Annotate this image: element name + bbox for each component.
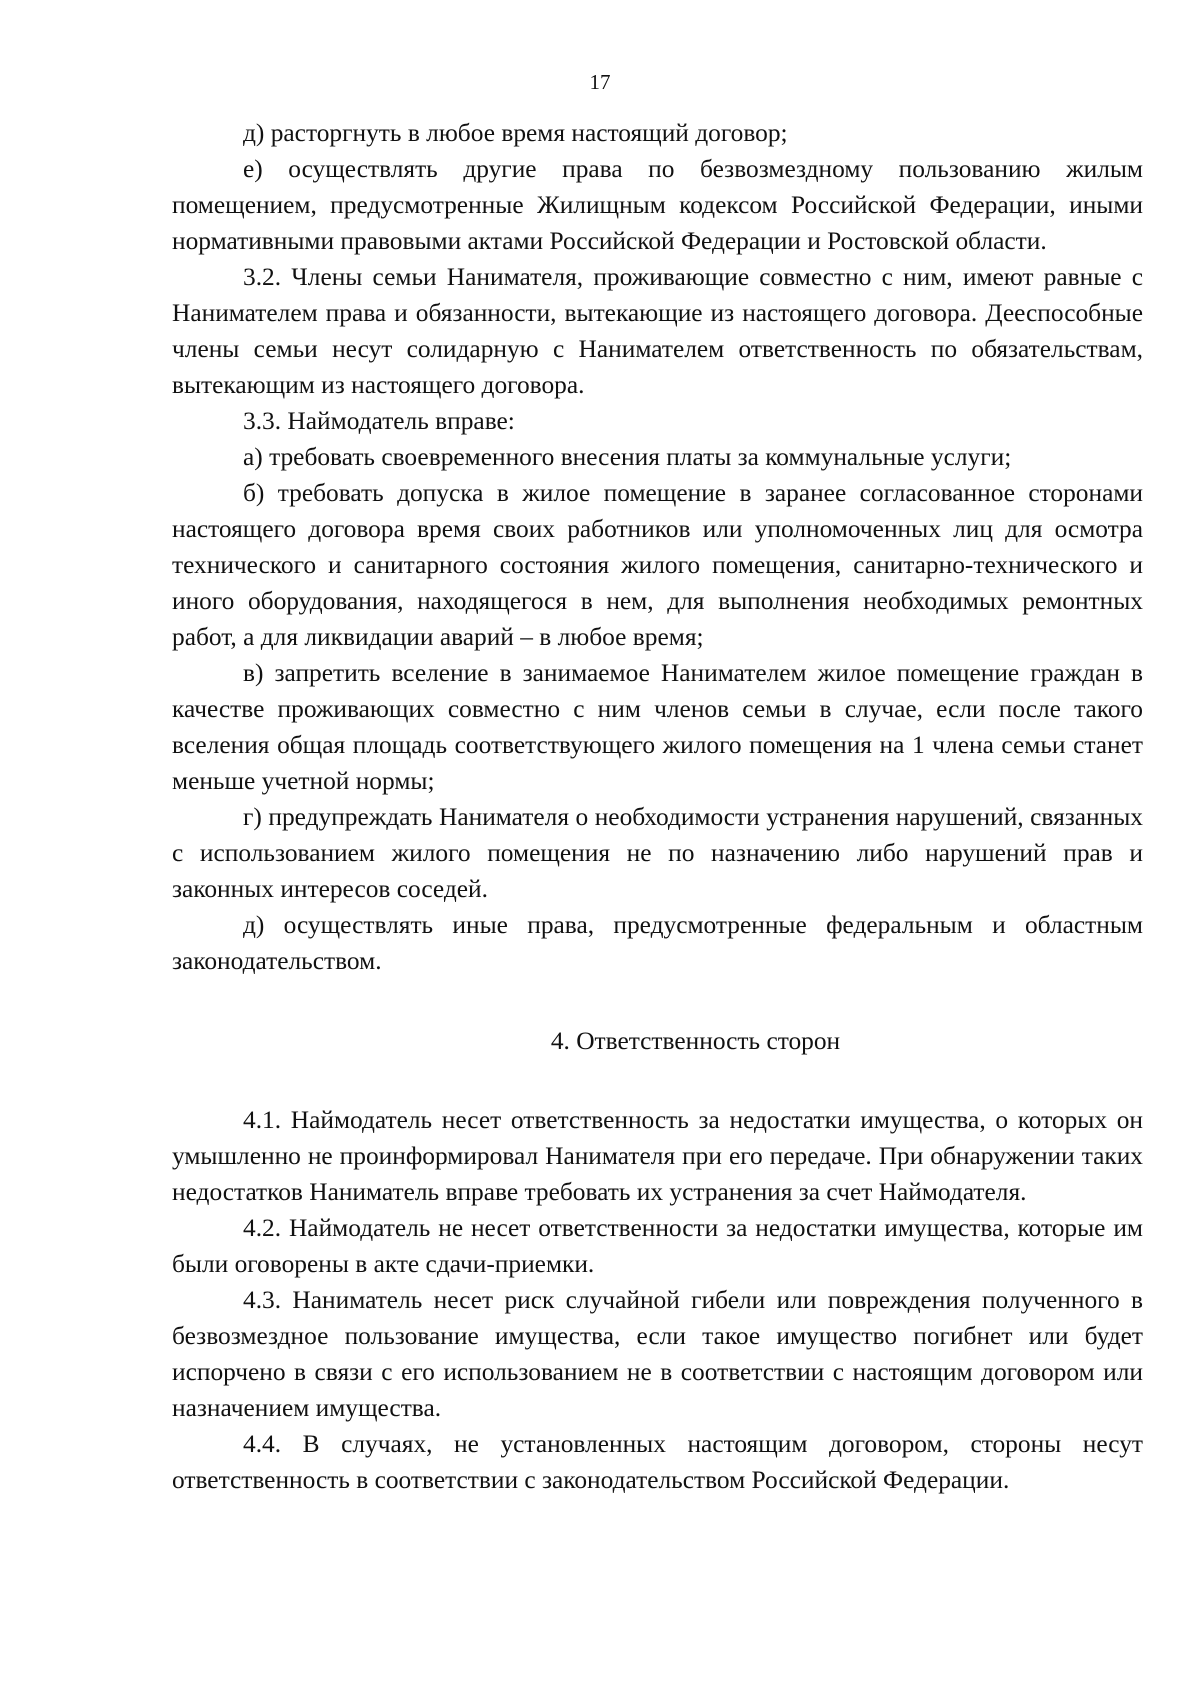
paragraph-4-4: 4.4. В случаях, не установленных настоящим договором, стороны несут ответственность в соответствии с законодательством Российской Федерации.	[172, 1430, 1143, 1494]
paragraph-3-1-e: е) осуществлять другие права по безвозмездному пользованию жилым помещением, предусмотренные Жилищным кодексом Российской Федерации, иными нормативными правовыми актами Российской Федерации и Ростовской области.	[172, 155, 1143, 255]
paragraph-3-2: 3.2. Члены семьи Нанимателя, проживающие совместно с ним, имеют равные с Нанимателем права и обязанности, вытекающие из настоящего договора. Дееспособные члены семьи несут солидарную с Нанимателем ответственность по обязательствам, вытекающим из настоящего договора.	[172, 263, 1143, 399]
paragraph-3-3-d: д) осуществлять иные права, предусмотренные федеральным и областным законодательством.	[172, 911, 1143, 975]
document-body	[172, 115, 1143, 1498]
paragraph-3-3-v: в) запретить вселение в занимаемое Нанимателем жилое помещение граждан в качестве проживающих совместно с ним членов семьи в случае, если после такого вселения общая площадь соответствующего жилого помещения на 1 члена семьи станет меньше учетной нормы;	[172, 659, 1143, 795]
paragraph-3-3-a: а) требовать своевременного внесения платы за коммунальные услуги;	[243, 443, 1012, 471]
paragraph-3-3-b: б) требовать допуска в жилое помещение в заранее согласованное сторонами настоящего договора время своих работников или уполномоченных лиц для осмотра технического и санитарного состояния жилого помещения, санитарно-технического и иного оборудования, находящегося в нем, для выполнения необходимых ремонтных работ, а для ликвидации аварий – в любое время;	[172, 479, 1143, 651]
paragraph-3-1-d: д) расторгнуть в любое время настоящий договор;	[243, 119, 788, 147]
paragraph-4-2: 4.2. Наймодатель не несет ответственности за недостатки имущества, которые им были оговорены в акте сдачи-приемки.	[172, 1214, 1143, 1278]
section-heading: 4. Ответственность сторон	[550, 1027, 841, 1055]
paragraph-4-1: 4.1. Наймодатель несет ответственность за недостатки имущества, о которых он умышленно не проинформировал Нанимателя при его передаче. При обнаружении таких недостатков Наниматель вправе требовать их устранения за счет Наймодателя.	[172, 1106, 1143, 1206]
paragraph-4-3: 4.3. Наниматель несет риск случайной гибели или повреждения полученного в безвозмездное пользование имущества, если такое имущество погибнет или будет испорчено в связи с его использованием не в соответствии с настоящим договором или назначением имущества.	[172, 1286, 1143, 1422]
page-number: 17	[589, 70, 611, 94]
paragraph-3-3-g: г) предупреждать Нанимателя о необходимости устранения нарушений, связанных с использованием жилого помещения не по назначению либо нарушений прав и законных интересов соседей.	[172, 803, 1143, 903]
paragraph-3-3: 3.3. Наймодатель вправе:	[243, 407, 515, 435]
